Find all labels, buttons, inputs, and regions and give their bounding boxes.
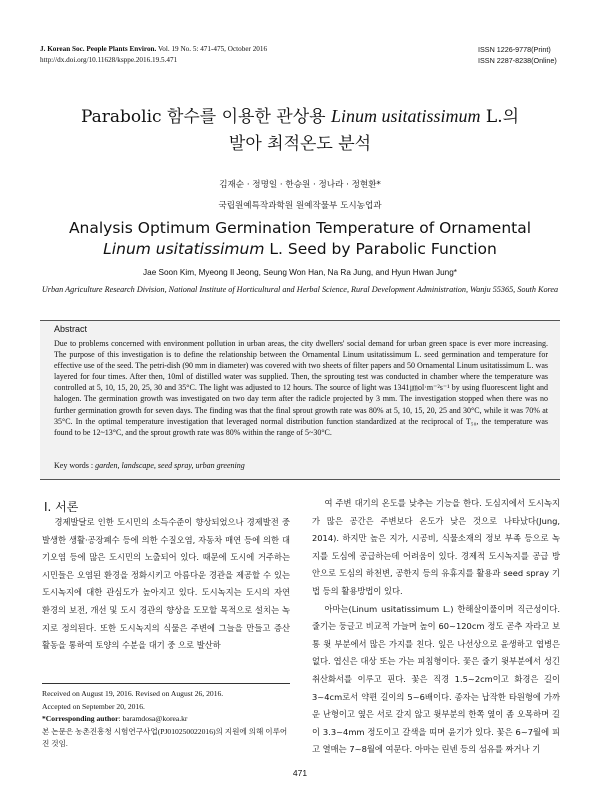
doi-link[interactable]: http://dx.doi.org/10.11628/ksppe.2016.19.5.471 (40, 56, 178, 64)
abstract-heading: Abstract (54, 324, 88, 334)
title-en-species: Linum usitatissimum (103, 240, 265, 258)
footnote-divider (42, 683, 290, 684)
accepted-date: Accepted on September 20, 2016. (42, 701, 145, 711)
corresponding-email[interactable]: : baramdosa@korea.kr (118, 714, 188, 724)
affiliation-english: Urban Agriculture Research Division, National Institute of Horticultural and Herbal Science, Rural Development Administration, Wanju 55365, South Korea (41, 285, 559, 294)
volume-info: Vol. 19 No. 5: 471-475, October 2016 (158, 45, 268, 53)
affiliation-korean: 국립원예특작과학원 원예작물부 도시농업과 (218, 201, 382, 211)
intro-right-column (312, 495, 560, 759)
journal-header (40, 44, 267, 66)
title-en-line1: Analysis Optimum Germination Temperature of Ornamental (68, 219, 532, 237)
title-korean (40, 103, 560, 158)
corresponding-label: *Corresponding author (42, 714, 119, 724)
title-english (40, 218, 560, 260)
intro-left-column: 경제발달로 인한 도시민의 소득수준이 향상되었으나 경제발전 중 발생한 생활·공장폐수 등에 의한 수질오염, 자동차 매연 등에 의한 대기오염 등에 많은 도시민의 노출되어 있다. 때문에 도시에 거주하는 시민들은 오염된 환경을 정화시키고 아름다운 경관을 제공할 수 있는 도시녹지에 대한 관심도가 높아지고 있다. 도시녹지는 도시의 자연 환경의 보전, 개선 및 도시 경관의 향상을 도모할 목적으로 설치는 녹지로 정의된다. 또한 도시녹지의 식물은 주변에 그늘을 만들고 증산활동을 통하여 토양의 수분을 대기 중 으로 발산하 (42, 517, 290, 651)
keywords-label: Key words : (54, 461, 94, 470)
authors-english: Jae Soon Kim, Myeong Il Jeong, Seung Won Han, Na Ra Jung, and Hyun Hwan Jung* (143, 268, 457, 277)
authors-korean: 김재순 · 정명일 · 한승원 · 정나라 · 정현환* (219, 180, 381, 190)
title-kr-part1: Parabolic 함수를 이용한 관상용 (80, 107, 331, 127)
title-en-line2: L. Seed by Parabolic Function (264, 240, 497, 258)
keywords-list: garden, landscape, seed spray, urban greening (95, 461, 245, 470)
journal-prefix: J. Korean Soc. People Plants Environ. (40, 45, 157, 53)
issn-block (478, 44, 557, 66)
section-title-introduction: Ⅰ. 서론 (44, 500, 79, 514)
issn-online: ISSN 2287-8238(Online) (478, 56, 557, 65)
intro-right-paragraph-1: 여 주변 대기의 온도를 낮추는 기능을 한다. 도심지에서 도시녹지가 많은 공간은 주변보다 온도가 낮은 것으로 나타났다(Jung, 2014). 하지만 높은 지가, 시공비, 식물소재의 정보 부족 등으로 녹지를 도심에 공급하는데 어려움이 있다. 경제적 도시녹지를 공급 방안으로 도심의 하천변, 공한지 등의 유휴지를 활용과 seed spray 기법 등의 활용방법이 있다. (312, 498, 560, 596)
intro-right-paragraph-2: 아마는(Linum usitatissimum L.) 한해살이풀이며 직근성이다. 줄기는 둥글고 비교적 가늘며 높이 60~120cm 정도 곧추 자라고 보통 윗 부분에서 많은 가지를 친다. 잎은 나선상으로 윤생하고 엽병은 없다. 엽신은 대상 또는 가는 피침형이다. 꽃은 줄기 윗부분에서 성긴 취산화서를 이루고 핀다. 꽃은 직경 1.5~2cm이고 화경은 길이 3~4cm로서 약편 길이의 5~6배이다. 종자는 납작한 타원형에 가까운 난형이고 옆은 서로 갈지 않고 윗부분의 한쪽 옆이 좀 오목하며 길이 3.3~4mm 정도이고 갈색을 띠며 윤기가 있다. 꽃은 6~7월에 피고 열매는 7~8월에 여문다. 아마는 린넨 등의 섬유를 짜거나 기 (312, 603, 560, 755)
issn-print: ISSN 1226-9778(Print) (478, 45, 551, 54)
keywords (54, 461, 245, 470)
title-kr-line2: 발아 최적온도 분석 (228, 134, 372, 154)
footnotes (42, 688, 292, 751)
page-number: 471 (292, 768, 308, 778)
received-date: Received on August 19, 2016. Revised on August 26, 2016. (42, 689, 224, 698)
abstract-body: Due to problems concerned with environment pollution in urban areas, the city dwellers' social demand for urban green space is ever more increasing. The purpose of this investigation is to define the relationship between the Ornamental Linum usitatissimum L. seed germination and temperature for effective use of the seed. The petri-dish (90 mm in diameter) was covered with two sheets of filter papers and 50 Ornamental Linum usitatissimum L. was layered for four times. After then, 10ml of distilled water was supplied. Then, the sprouting test was conducted in chamber where the temperature was controlled at 5, 10, 15, 20, 25, 30 and 35°C. The light was adjusted to 12 hours. The source of light was 1341㎛ol·m⁻²s⁻¹ by using fluorescent light and halogen. The germination growth was investigated on two day term after the radicle projected by 3 mm. The investigation stopped when there was no further germination growth for seven days. The finding was that the final sprout growth rate was 80% at 5, 10, 15, 20, 25 and 30°C, while it was 70% at 35°C. In the optimal temperature investigation that leveraged normal distribution function standardized at the reciprocal of T₅₀, the temperature was found to be 12~13°C, and the sprout growth rate was 80% within the range of 5~30°C. (54, 339, 548, 437)
title-kr-species: Linum usitatissimum (330, 106, 481, 126)
title-kr-part2: L.의 (480, 107, 520, 127)
funding-note: 본 논문은 농촌진흥청 시험연구사업(PJ010250022016)의 지원에 의해 이루어진 것임. (42, 726, 288, 749)
